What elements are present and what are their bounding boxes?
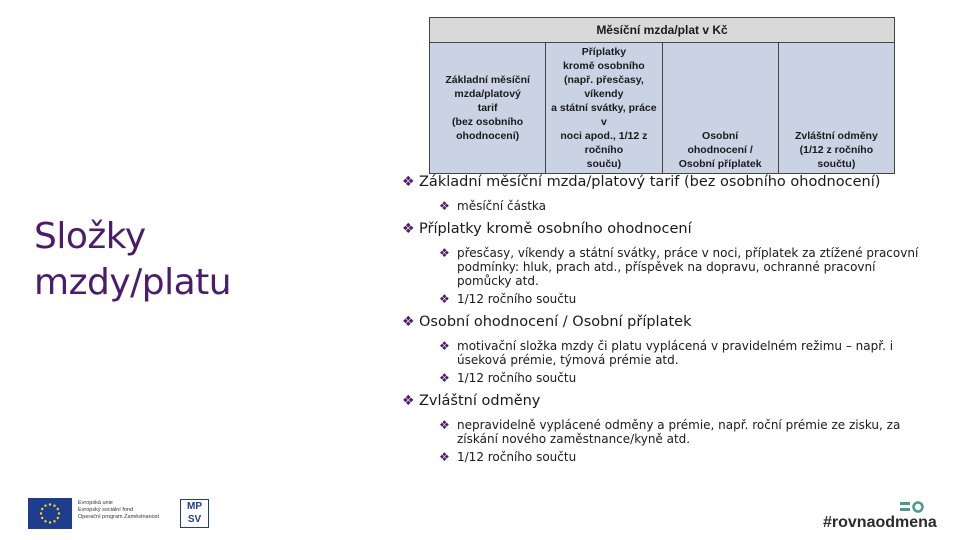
cell-line: součtu) <box>817 158 856 170</box>
diamond-bullet-icon: ❖ <box>439 450 450 464</box>
eu-text-line: Evropský sociální fond <box>78 507 134 513</box>
bullet-text: Základní měsíční mzda/platový tarif (bez osobního ohodnocení) <box>419 174 881 190</box>
mpsv-logo-top: MP <box>187 501 202 512</box>
cell-line: mzda/platový <box>454 88 521 100</box>
sub-bullet-group <box>402 199 922 213</box>
cell-line: kromě osobního <box>563 60 645 72</box>
diamond-bullet-icon: ❖ <box>439 418 450 432</box>
sub-bullet-group <box>402 339 922 385</box>
sub-bullet <box>402 418 922 446</box>
cell-line: Zvláštní odměny <box>794 130 878 142</box>
cell-line: a státní svátky, práce v <box>551 102 657 128</box>
table-header: Měsíční mzda/plat v Kč <box>430 18 895 43</box>
sub-bullet-group <box>402 246 922 306</box>
bullet-special-bonuses <box>402 393 922 410</box>
mpsv-logo-bottom: SV <box>187 514 202 525</box>
bullet-text: Příplatky kromě osobního ohodnocení <box>419 221 692 237</box>
eu-flag-icon <box>28 498 72 529</box>
cell-line: ohodnocení / <box>687 144 753 156</box>
sub-bullet <box>402 450 922 464</box>
wage-structure-table <box>429 17 895 174</box>
sub-bullet-text: 1/12 ročního součtu <box>457 450 577 464</box>
slide-title-line2: mzdy/platu <box>34 262 232 303</box>
cell-line: (např. přesčasy, víkendy <box>563 74 644 100</box>
diamond-bullet-icon: ❖ <box>402 393 415 409</box>
sub-bullet <box>402 199 922 213</box>
sub-bullet <box>402 292 922 306</box>
sub-bullet <box>402 246 922 288</box>
cell-line: Základní měsíční <box>445 74 530 86</box>
cell-line: (bez osobního <box>452 116 524 128</box>
bullet-personal-evaluation <box>402 314 922 331</box>
cell-line: tarif <box>477 102 498 114</box>
cell-line: souču) <box>586 158 622 170</box>
slide-title-line1: Složky <box>34 216 146 257</box>
table-cell-personal-evaluation <box>662 43 778 174</box>
table-cell-special-bonuses <box>778 43 894 174</box>
cell-line: Osobní příplatek <box>678 158 762 170</box>
sub-bullet-text: 1/12 ročního součtu <box>457 292 577 306</box>
cell-line: (1/12 z ročního <box>799 144 874 156</box>
diamond-bullet-icon: ❖ <box>402 174 415 190</box>
eu-text-line: Evropská unie <box>78 500 113 506</box>
sub-bullet <box>402 371 922 385</box>
sub-bullet-text: nepravidelně vyplácené odměny a prémie, např. roční prémie ze zisku, za získání nového zaměstnance/kyně atd. <box>457 418 901 446</box>
diamond-bullet-icon: ❖ <box>439 199 450 213</box>
cell-line: noci apod., 1/12 z ročního <box>560 130 648 156</box>
hashtag-label: #rovnaodmena <box>823 514 937 531</box>
bullet-list <box>402 174 922 472</box>
sub-bullet <box>402 339 922 367</box>
equals-circle-logo-icon <box>899 500 925 514</box>
bullet-text: Zvláštní odměny <box>419 393 541 409</box>
diamond-bullet-icon: ❖ <box>439 246 450 260</box>
table-cell-allowances <box>546 43 662 174</box>
bullet-base-wage <box>402 174 922 191</box>
sub-bullet-text: měsíční částka <box>457 199 547 213</box>
diamond-bullet-icon: ❖ <box>439 339 450 353</box>
mpsv-logo <box>180 499 209 528</box>
sub-bullet-text: 1/12 ročního součtu <box>457 371 577 385</box>
sub-bullet-text: motivační složka mzdy či platu vyplácená v pravidelném režimu – např. i úseková prémie, týmová prémie atd. <box>457 339 894 367</box>
sub-bullet-group <box>402 418 922 464</box>
sub-bullet-text: přesčasy, víkendy a státní svátky, práce v noci, příplatek za ztížené pracovní podmínky: hluk, prach atd., příspěvek na dopravu, ochranné pracovní pomůcky atd. <box>457 246 919 288</box>
slide-title <box>34 214 274 306</box>
diamond-bullet-icon: ❖ <box>439 371 450 385</box>
cell-line: ohodnocení) <box>456 130 520 142</box>
cell-line: Příplatky <box>581 46 627 58</box>
eu-text-line: Operační program Zaměstnanost <box>78 514 160 520</box>
table-cell-base-wage <box>430 43 546 174</box>
diamond-bullet-icon: ❖ <box>402 221 415 237</box>
diamond-bullet-icon: ❖ <box>402 314 415 330</box>
cell-line: Osobní <box>702 130 739 142</box>
bullet-text: Osobní ohodnocení / Osobní příplatek <box>419 314 692 330</box>
eu-esf-logo <box>28 498 203 530</box>
bullet-allowances <box>402 221 922 238</box>
diamond-bullet-icon: ❖ <box>439 292 450 306</box>
